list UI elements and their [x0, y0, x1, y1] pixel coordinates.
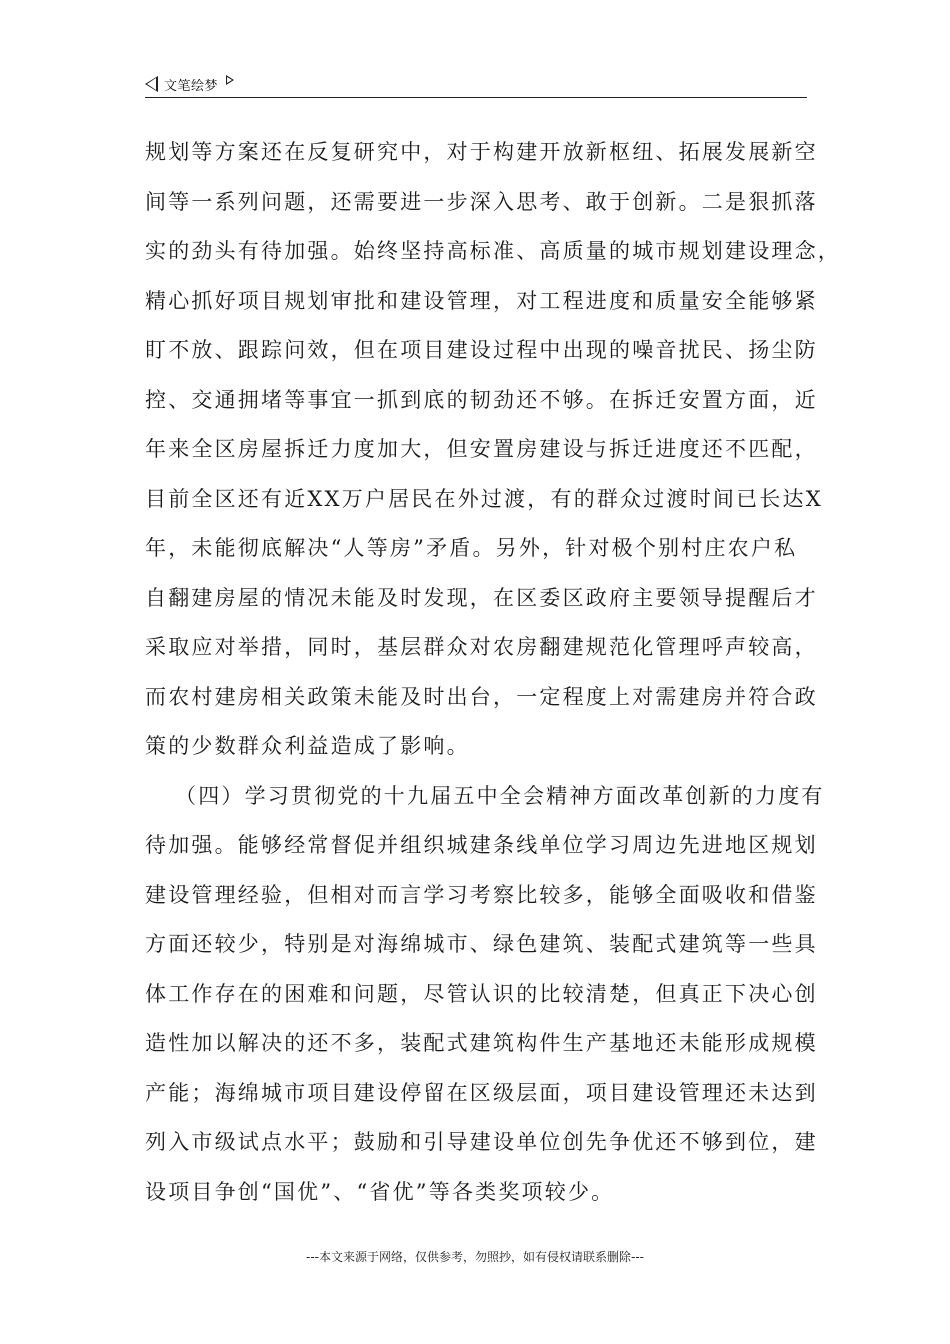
header-divider [145, 97, 807, 98]
document-body [145, 128, 841, 1217]
text-line: 年，未能彻底解决“人等房”矛盾。另外，针对极个别村庄农户私 [145, 536, 798, 560]
text-line: 规划等方案还在反复研究中，对于构建开放新枢纽、拓展发展新空 [145, 140, 818, 164]
text-line: 建设管理经验，但相对而言学习考察比较多，能够全面吸收和借鉴 [145, 882, 818, 907]
text-line: 实的劲头有待加强。始终坚持高标准、高质量的城市规划建设理念， [145, 239, 841, 263]
triangle-right-icon [226, 75, 234, 85]
text-line: 方面还较少，特别是对海绵城市、绿色建筑、装配式建筑等一些具 [145, 932, 818, 956]
text-line: 设项目争创“国优”、“省优”等各类奖项较少。 [145, 1179, 615, 1204]
text-line: 控、交通拥堵等事宜一抓到底的韧劲还不够。在拆迁安置方面，近 [145, 387, 818, 412]
text-line: 而农村建房相关政策未能及时出台，一定程度上对需建房并符合政 [145, 684, 818, 709]
text-line: 采取应对举措，同时，基层群众对农房翻建规范化管理呼声较高， [145, 635, 818, 659]
text-line: 策的少数群众利益造成了影响。 [145, 734, 470, 758]
text-line: 体工作存在的困难和问题，尽管认识的比较清楚，但真正下决心创 [145, 981, 818, 1006]
page-header [145, 72, 807, 98]
triangle-left-icon [145, 76, 158, 92]
page-footer-disclaimer: ---本文来源于网络，仅供参考，勿照抄，如有侵权请联系删除--- [306, 1250, 644, 1264]
text-line: 目前全区还有近XX万户居民在外过渡，有的群众过渡时间已长达X [145, 486, 823, 511]
text-line: 间等一系列问题，还需要进一步深入思考、敢于创新。二是狠抓落 [145, 189, 818, 214]
text-line: 造性加以解决的还不多，装配式建筑构件生产基地还未能形成规模 [145, 1031, 818, 1055]
text-line: 自翻建房屋的情况未能及时发现，在区委区政府主要领导提醒后才 [145, 585, 818, 610]
text-line: 产能；海绵城市项目建设停留在区级层面，项目建设管理还未达到 [145, 1080, 818, 1105]
text-line: 年来全区房屋拆迁力度加大，但安置房建设与拆迁进度还不匹配， [145, 437, 818, 461]
section-heading-line: （四）学习贯彻党的十九届五中全会精神方面改革创新的力度有 [175, 783, 825, 808]
text-line: 盯不放、跟踪问效，但在项目建设过程中出现的噪音扰民、扬尘防 [145, 338, 818, 362]
header-title: 文笔绘梦 [164, 78, 219, 94]
header-brand [145, 72, 234, 96]
text-line: 列入市级试点水平；鼓励和引导建设单位创先争优还不够到位，建 [145, 1130, 818, 1154]
text-line: 待加强。能够经常督促并组织城建条线单位学习周边先进地区规划 [145, 833, 818, 857]
text-line: 精心抓好项目规划审批和建设管理，对工程进度和质量安全能够紧 [145, 288, 818, 313]
